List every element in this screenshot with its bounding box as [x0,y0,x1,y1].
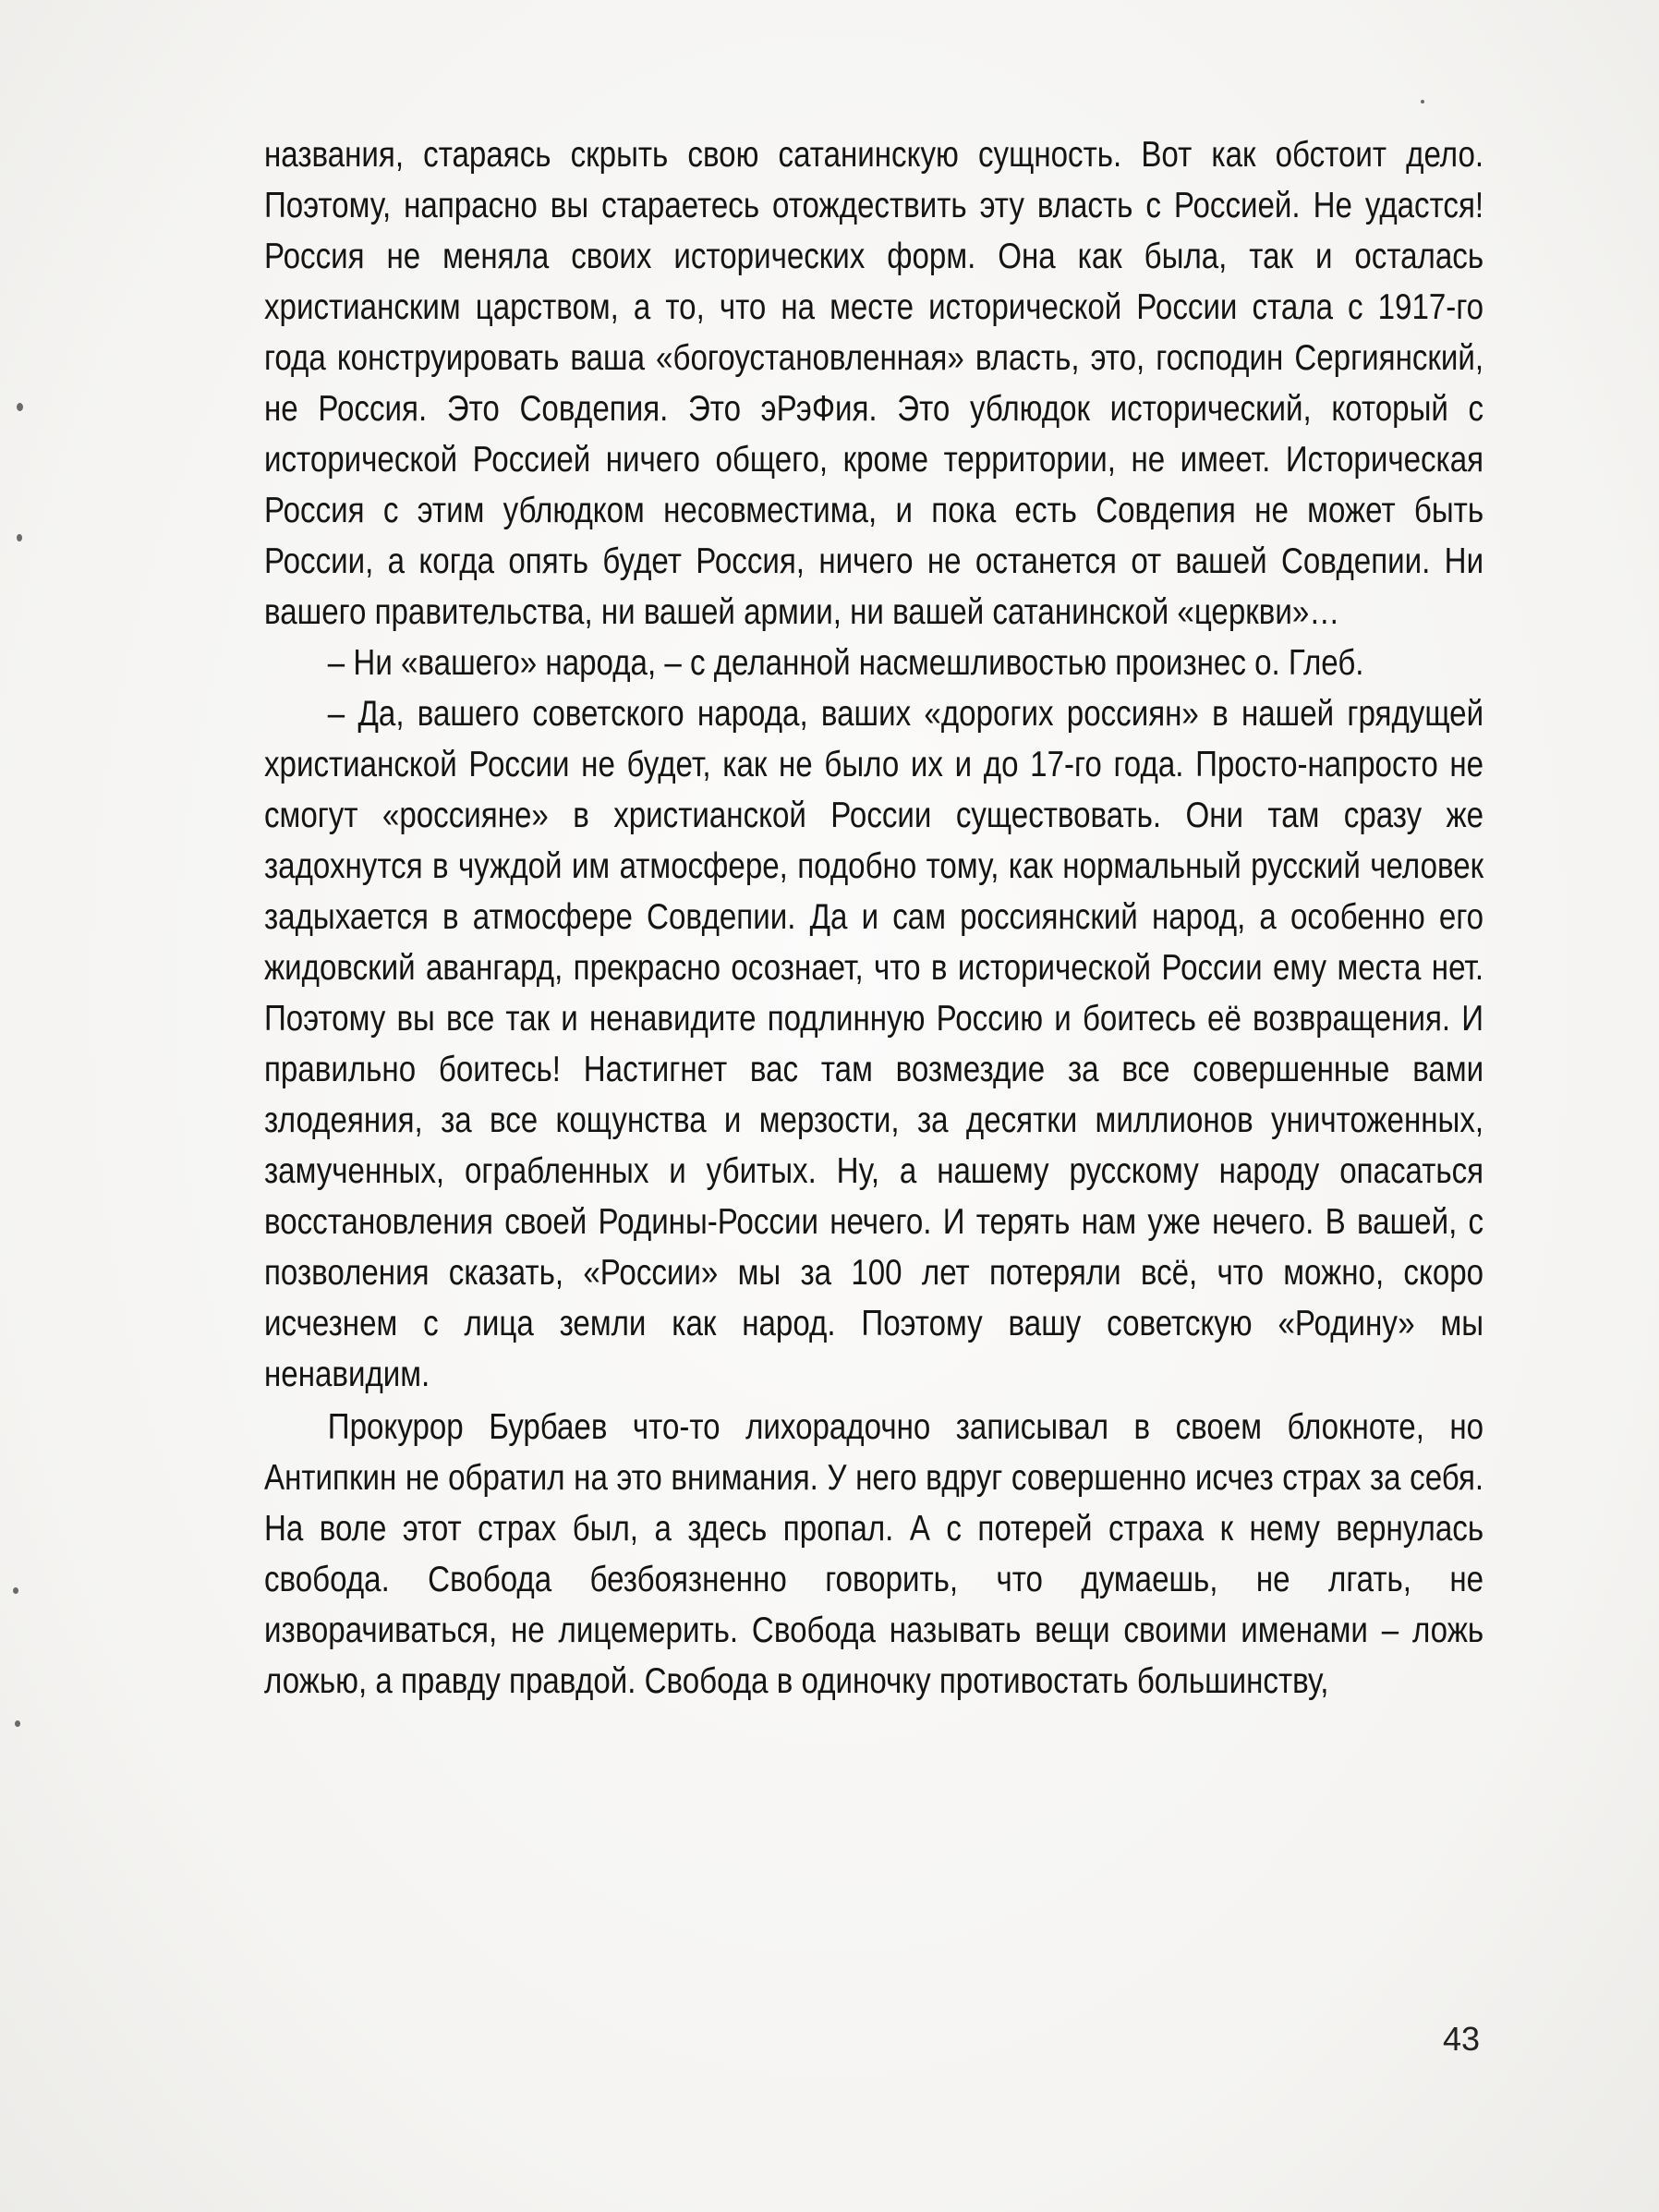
body-text [264,129,1483,1707]
scan-speck [17,403,23,411]
scan-speck [1421,100,1424,103]
page-number: 43 [1443,2020,1481,2058]
scan-speck [13,1587,18,1594]
scan-speck [15,1720,20,1727]
paragraph-2: – Ни «вашего» народа, – с деланной насмешливостью произнес о. Глеб. [327,643,1364,683]
paragraph-4: Прокурор Бурбаев что-то лихорадочно записывал в своем блокноте, но Антипкин не обратил на это внимания. У него вдруг совершенно исчез страх за себя. На воле этот страх был, а здесь пропал. А с потерей страха к нему вернулась свобода. Свобода безбоязненно говорить, что думаешь, не лгать, не изворачиваться, не лицемерить. Свобода называть вещи своими именами – ложь ложью, а правду правдой. Свобода в одиночку противостать большинству, [264,1407,1484,1701]
paragraph-3: – Да, вашего советского народа, ваших «дорогих россиян» в нашей грядущей христианской России не будет, как не было их и до 17-го года. Просто-напросто не смогут «россияне» в христианской России существовать. Они там сразу же задохнутся в чуждой им атмосфере, подобно тому, как нормальный русский человек задыхается в атмосфере Совдепии. Да и сам россиянский народ, а особенно его жидовский авангард, прекрасно осознает, что в исторической России ему места нет. Поэтому вы все так и ненавидите подлинную Россию и боитесь её возвращения. И правильно боитесь! Настигнет вас там возмездие за все совершенные вами злодеяния, за все кощунства и мерзости, за десятки миллионов уничтоженных, замученных, ограбленных и убитых. Ну, а нашему русскому народу опасаться восстановления своей Родины-России нечего. И терять нам уже нечего. В вашей, с позволения сказать, «России» мы за 100 лет потеряли всё, что можно, скоро исчезнем с лица земли как народ. Поэтому вашу советскую «Родину» мы ненавидим. [264,694,1484,1394]
scan-speck [17,534,22,541]
paragraph-1: названия, стараясь скрыть свою сатанинскую сущность. Вот как обстоит дело. Поэтому, напрасно вы стараетесь отождествить эту власть с Россией. Не удастся! Россия не меняла своих исторических форм. Она как была, так и осталась христианским царством, а то, что на месте исторической России стала с 1917-го года конструировать ваша «богоустановленная» власть, это, господин Сергиянский, не Россия. Это Совдепия. Это эРэФия. Это ублюдок исторический, который с исторической Россией ничего общего, кроме территории, не имеет. Историческая Россия с этим ублюдком несовместима, и пока есть Совдепия не может быть России, а когда опять будет Россия, ничего не останется от вашей Совдепии. Ни вашего правительства, ни вашей армии, ни вашей сатанинской «церкви»… [264,135,1484,632]
